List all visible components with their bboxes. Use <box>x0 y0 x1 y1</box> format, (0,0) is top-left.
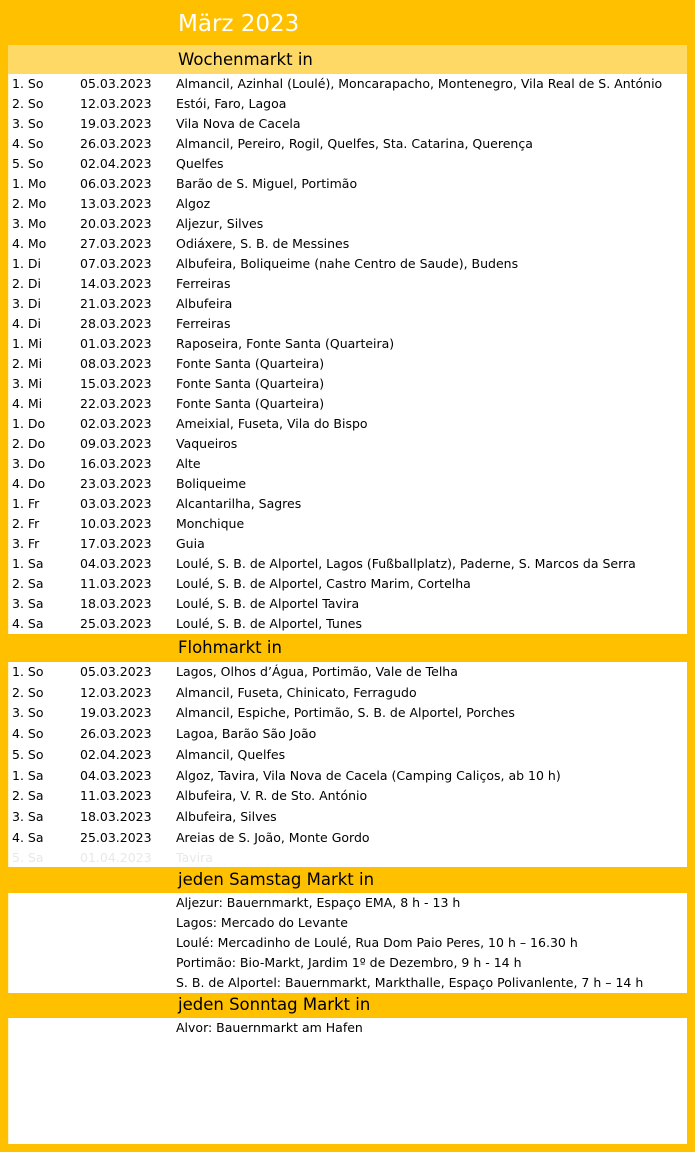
page-title: März 2023 <box>178 11 300 37</box>
date-cell: 19.03.2023 <box>80 116 152 131</box>
place-cell: Albufeira, Silves <box>176 808 277 824</box>
wochenmarkt-header-band <box>8 45 687 74</box>
place-cell: Almancil, Espiche, Portimão, S. B. de Alportel, Porches <box>176 705 515 721</box>
list-item: Alvor: Bauernmarkt am Hafen <box>176 1020 363 1035</box>
list-item: Portimão: Bio-Markt, Jardim 1º de Dezembro, 9 h - 14 h <box>176 955 522 970</box>
weekday-cell: 2. Sa <box>12 788 44 804</box>
weekday-cell: 3. Sa <box>12 808 44 824</box>
date-cell: 07.03.2023 <box>80 256 152 271</box>
weekday-cell: 4. So <box>12 136 44 151</box>
date-cell: 19.03.2023 <box>80 705 152 721</box>
place-cell: Barão de S. Miguel, Portimão <box>176 176 358 191</box>
table-row <box>12 594 687 614</box>
table-row <box>12 374 687 394</box>
place-cell: Alcantarilha, Sagres <box>176 496 302 511</box>
weekday-cell: 5. So <box>12 746 44 762</box>
place-cell: Ferreiras <box>176 276 231 291</box>
weekday-cell: 2. Di <box>12 276 41 291</box>
place-cell: Almancil, Fuseta, Chinicato, Ferragudo <box>176 684 417 700</box>
table-row <box>12 703 687 723</box>
date-cell: 18.03.2023 <box>80 808 152 824</box>
weekday-cell: 1. So <box>12 76 44 91</box>
weekday-cell: 1. Sa <box>12 556 44 571</box>
table-row <box>12 662 687 682</box>
table-row <box>12 194 687 214</box>
flohmarkt-header-band <box>8 634 687 662</box>
weekday-cell: 2. Mi <box>12 356 43 371</box>
place-cell: Monchique <box>176 516 245 531</box>
date-cell: 02.03.2023 <box>80 416 152 431</box>
date-cell: 02.04.2023 <box>80 156 152 171</box>
table-row <box>12 74 687 94</box>
date-cell: 10.03.2023 <box>80 516 152 531</box>
weekday-cell: 1. So <box>12 664 44 679</box>
date-cell: 21.03.2023 <box>80 296 152 311</box>
table-row <box>12 766 687 786</box>
date-cell: 16.03.2023 <box>80 456 152 471</box>
date-cell: 25.03.2023 <box>80 616 152 631</box>
table-row <box>12 848 687 868</box>
table-row <box>12 434 687 454</box>
table-row <box>12 334 687 354</box>
wochenmarkt-heading: Wochenmarkt in <box>178 50 313 69</box>
place-cell: Lagos, Olhos d’Água, Portimão, Vale de Telha <box>176 664 458 679</box>
table-row <box>12 354 687 374</box>
table-row <box>12 254 687 274</box>
weekday-cell: 2. Fr <box>12 516 40 531</box>
place-cell: Almancil, Azinhal (Loulé), Moncarapacho, Montenegro, Vila Real de S. António <box>176 76 663 91</box>
list-item: Aljezur: Bauernmarkt, Espaço EMA, 8 h - 13 h <box>176 895 461 910</box>
table-row <box>12 474 687 494</box>
place-cell: Ferreiras <box>176 316 231 331</box>
market-sheet <box>8 0 687 1144</box>
table-row <box>12 134 687 154</box>
table-row <box>12 114 687 134</box>
weekday-cell: 1. Do <box>12 416 46 431</box>
weekday-cell: 2. Mo <box>12 196 47 211</box>
weekday-cell: 2. So <box>12 684 44 700</box>
date-cell: 09.03.2023 <box>80 436 152 451</box>
table-row <box>12 94 687 114</box>
table-row <box>12 274 687 294</box>
table-row <box>12 414 687 434</box>
place-cell: Loulé, S. B. de Alportel, Castro Marim, Cortelha <box>176 576 471 591</box>
weekday-cell: 3. Sa <box>12 596 44 611</box>
place-cell: Vila Nova de Cacela <box>176 116 301 131</box>
place-cell: Tavira <box>176 850 213 866</box>
table-row <box>12 454 687 474</box>
table-row <box>12 786 687 806</box>
date-cell: 11.03.2023 <box>80 576 152 591</box>
place-cell: Boliqueime <box>176 476 247 491</box>
list-item: Loulé: Mercadinho de Loulé, Rua Dom Paio Peres, 10 h – 16.30 h <box>176 935 578 950</box>
date-cell: 05.03.2023 <box>80 664 152 679</box>
place-cell: Fonte Santa (Quarteira) <box>176 356 325 371</box>
place-cell: Guia <box>176 536 205 551</box>
weekday-cell: 4. Sa <box>12 829 44 845</box>
table-row <box>12 554 687 574</box>
date-cell: 22.03.2023 <box>80 396 152 411</box>
table-row <box>12 614 687 634</box>
weekday-cell: 2. So <box>12 96 44 111</box>
date-cell: 08.03.2023 <box>80 356 152 371</box>
table-row <box>12 234 687 254</box>
weekday-cell: 3. So <box>12 116 44 131</box>
date-cell: 03.03.2023 <box>80 496 152 511</box>
place-cell: Albufeira <box>176 296 233 311</box>
weekday-cell: 5. So <box>12 156 44 171</box>
weekday-cell: 3. Mo <box>12 216 47 231</box>
place-cell: Ameixial, Fuseta, Vila do Bispo <box>176 416 368 431</box>
date-cell: 05.03.2023 <box>80 76 152 91</box>
place-cell: Almancil, Pereiro, Rogil, Quelfes, Sta. Catarina, Querença <box>176 136 533 151</box>
place-cell: Odiáxere, S. B. de Messines <box>176 236 350 251</box>
weekday-cell: 1. Mi <box>12 336 43 351</box>
date-cell: 11.03.2023 <box>80 788 152 804</box>
date-cell: 27.03.2023 <box>80 236 152 251</box>
place-cell: Estói, Faro, Lagoa <box>176 96 287 111</box>
table-row <box>12 683 687 703</box>
weekday-cell: 2. Do <box>12 436 46 451</box>
date-cell: 12.03.2023 <box>80 684 152 700</box>
table-row <box>12 294 687 314</box>
sonntag-heading: jeden Sonntag Markt in <box>178 995 371 1014</box>
place-cell: Fonte Santa (Quarteira) <box>176 376 325 391</box>
weekday-cell: 3. Mi <box>12 376 43 391</box>
date-cell: 18.03.2023 <box>80 596 152 611</box>
weekday-cell: 1. Fr <box>12 496 40 511</box>
weekday-cell: 1. Di <box>12 256 41 271</box>
date-cell: 02.04.2023 <box>80 746 152 762</box>
weekday-cell: 4. So <box>12 726 44 742</box>
table-row <box>12 154 687 174</box>
date-cell: 14.03.2023 <box>80 276 152 291</box>
table-row <box>12 174 687 194</box>
table-row <box>12 534 687 554</box>
weekday-cell: 4. Mo <box>12 236 47 251</box>
date-cell: 23.03.2023 <box>80 476 152 491</box>
weekday-cell: 4. Mi <box>12 396 43 411</box>
place-cell: Loulé, S. B. de Alportel Tavira <box>176 596 360 611</box>
table-row <box>12 745 687 765</box>
weekday-cell: 1. Sa <box>12 767 44 783</box>
date-cell: 13.03.2023 <box>80 196 152 211</box>
place-cell: Algoz, Tavira, Vila Nova de Cacela (Camping Caliços, ab 10 h) <box>176 767 561 783</box>
weekday-cell: 3. Do <box>12 456 46 471</box>
place-cell: Loulé, S. B. de Alportel, Lagos (Fußballplatz), Paderne, S. Marcos da Serra <box>176 556 636 571</box>
place-cell: Fonte Santa (Quarteira) <box>176 396 325 411</box>
table-row <box>12 514 687 534</box>
weekday-cell: 5. Sa <box>12 850 44 866</box>
date-cell: 01.04.2023 <box>80 850 152 866</box>
table-row <box>12 828 687 848</box>
table-row <box>12 724 687 744</box>
date-cell: 26.03.2023 <box>80 726 152 742</box>
date-cell: 04.03.2023 <box>80 556 152 571</box>
list-item: Lagos: Mercado do Levante <box>176 915 348 930</box>
place-cell: Raposeira, Fonte Santa (Quarteira) <box>176 336 395 351</box>
table-row <box>12 807 687 827</box>
table-row <box>12 214 687 234</box>
table-row <box>12 394 687 414</box>
weekday-cell: 2. Sa <box>12 576 44 591</box>
date-cell: 04.03.2023 <box>80 767 152 783</box>
weekday-cell: 4. Di <box>12 316 41 331</box>
place-cell: Albufeira, V. R. de Sto. António <box>176 788 368 804</box>
date-cell: 06.03.2023 <box>80 176 152 191</box>
date-cell: 12.03.2023 <box>80 96 152 111</box>
weekday-cell: 1. Mo <box>12 176 47 191</box>
weekday-cell: 4. Sa <box>12 616 44 631</box>
place-cell: Aljezur, Silves <box>176 216 264 231</box>
weekday-cell: 3. So <box>12 705 44 721</box>
place-cell: Alte <box>176 456 201 471</box>
list-item: S. B. de Alportel: Bauernmarkt, Markthalle, Espaço Polivanlente, 7 h – 14 h <box>176 975 644 990</box>
date-cell: 17.03.2023 <box>80 536 152 551</box>
place-cell: Vaqueiros <box>176 436 238 451</box>
place-cell: Albufeira, Boliqueime (nahe Centro de Saude), Budens <box>176 256 519 271</box>
weekday-cell: 3. Fr <box>12 536 40 551</box>
date-cell: 01.03.2023 <box>80 336 152 351</box>
date-cell: 25.03.2023 <box>80 829 152 845</box>
table-row <box>12 494 687 514</box>
weekday-cell: 4. Do <box>12 476 46 491</box>
place-cell: Areias de S. João, Monte Gordo <box>176 829 370 845</box>
weekday-cell: 3. Di <box>12 296 41 311</box>
place-cell: Quelfes <box>176 156 224 171</box>
date-cell: 28.03.2023 <box>80 316 152 331</box>
grid-line <box>8 0 9 1144</box>
date-cell: 20.03.2023 <box>80 216 152 231</box>
date-cell: 26.03.2023 <box>80 136 152 151</box>
place-cell: Lagoa, Barão São João <box>176 726 317 742</box>
place-cell: Loulé, S. B. de Alportel, Tunes <box>176 616 362 631</box>
place-cell: Algoz <box>176 196 211 211</box>
title-band <box>8 0 687 45</box>
flohmarkt-heading: Flohmarkt in <box>178 638 282 657</box>
samstag-heading: jeden Samstag Markt in <box>178 870 375 889</box>
place-cell: Almancil, Quelfes <box>176 746 286 762</box>
table-row <box>12 574 687 594</box>
table-row <box>12 314 687 334</box>
date-cell: 15.03.2023 <box>80 376 152 391</box>
